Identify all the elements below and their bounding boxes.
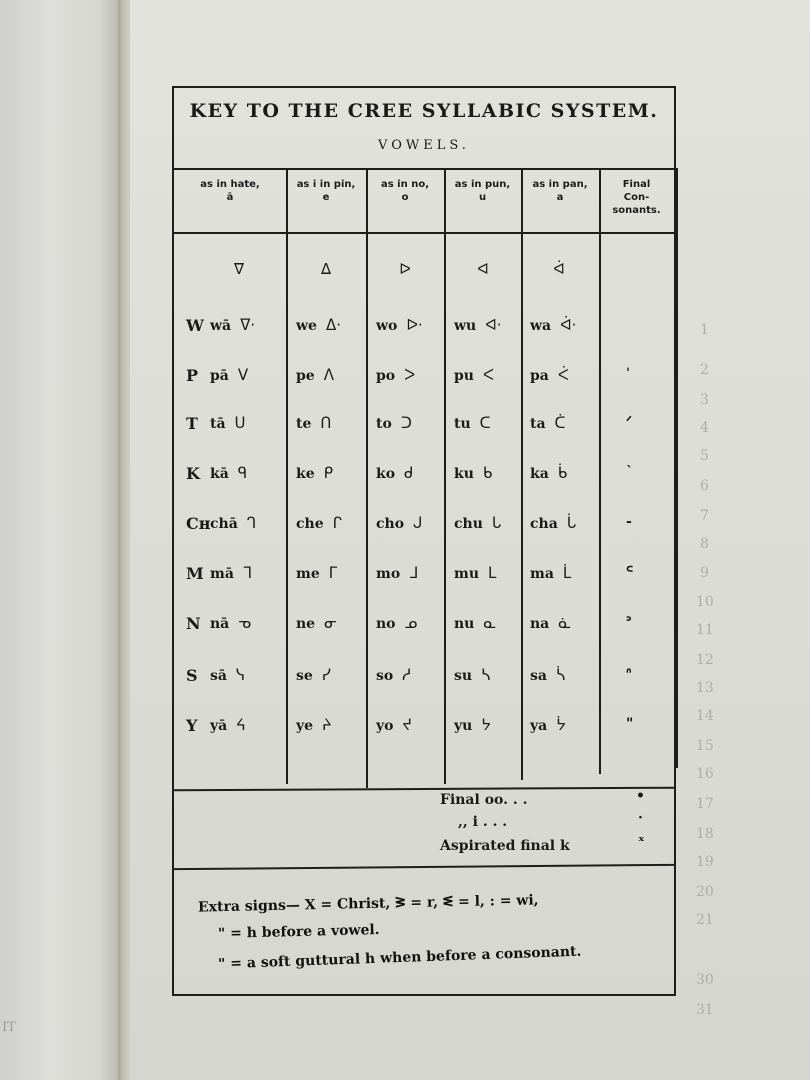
syllable-row bbox=[174, 414, 674, 454]
final-consonant-mark: ᐟ bbox=[626, 414, 632, 430]
syllable-cell bbox=[454, 564, 496, 582]
syllable-cell bbox=[210, 464, 247, 482]
syllabic-glyph: ᑎ bbox=[320, 414, 332, 432]
syllable-cell bbox=[376, 316, 423, 334]
syllabic-glyph: ᓭ bbox=[235, 666, 245, 684]
syllabic-glyph: ᑖ bbox=[554, 414, 566, 432]
syllable-row bbox=[174, 614, 674, 654]
vowel-glyph: ᐃ bbox=[320, 260, 332, 278]
syllable-romanized: mā bbox=[210, 566, 234, 582]
syllabic-glyph: ᑭ bbox=[323, 464, 334, 482]
syllable-cell bbox=[296, 614, 337, 632]
column-header-a-long: as in hate, ā bbox=[200, 179, 260, 203]
syllable-romanized: ye bbox=[296, 718, 314, 734]
final-i-label: ,, i . . . bbox=[458, 814, 508, 830]
syllabic-glyph: ᒧ bbox=[409, 564, 419, 582]
bleed-number: 15 bbox=[696, 738, 714, 754]
syllable-cell bbox=[210, 366, 248, 384]
syllable-romanized: che bbox=[296, 516, 324, 532]
syllabic-glyph: ᒥ bbox=[328, 564, 338, 582]
table-title: KEY TO THE CREE SYLLABIC SYSTEM. bbox=[189, 100, 659, 122]
bleed-number: 11 bbox=[696, 622, 714, 638]
syllable-romanized: wo bbox=[376, 318, 398, 334]
syllable-romanized: cho bbox=[376, 516, 405, 532]
final-consonant-mark: ˋ bbox=[626, 464, 633, 480]
syllable-romanized: ya bbox=[530, 718, 548, 734]
syllabic-glyph: ᐊ· bbox=[485, 316, 502, 334]
syllable-cell bbox=[530, 666, 565, 684]
bleed-number: 20 bbox=[696, 884, 714, 900]
syllabic-glyph: ᐸ bbox=[482, 366, 494, 384]
syllabic-glyph: ᐯ bbox=[237, 366, 249, 384]
syllable-cell bbox=[210, 716, 246, 734]
syllabic-glyph: ᑯ bbox=[404, 464, 414, 482]
syllabic-glyph: ᑌ bbox=[234, 414, 246, 432]
syllabic-glyph: ᒍ bbox=[413, 514, 423, 532]
syllabic-glyph: ᔦ bbox=[236, 716, 246, 734]
syllabic-glyph: ᐁ· bbox=[240, 316, 256, 334]
syllable-romanized: sā bbox=[210, 668, 227, 684]
vowel-glyph: ᐊ bbox=[477, 260, 489, 278]
syllable-romanized: nā bbox=[210, 616, 230, 632]
syllabic-glyph: ᐋ· bbox=[560, 316, 577, 334]
syllable-cell bbox=[376, 414, 412, 432]
syllable-romanized: ne bbox=[296, 616, 316, 632]
syllable-row bbox=[174, 564, 674, 604]
consonant-label: Y bbox=[186, 716, 198, 735]
syllable-cell bbox=[454, 316, 502, 334]
syllable-romanized: we bbox=[296, 318, 317, 334]
syllable-cell bbox=[210, 514, 256, 532]
syllabic-glyph: ᔭ bbox=[481, 716, 491, 734]
extra-signs-line: Extra signs— X = Christ, ᕒ = r, ᓬ = l, : = wi, bbox=[197, 892, 539, 916]
consonant-label: K bbox=[186, 464, 200, 483]
syllabic-glyph: ᓂ bbox=[324, 614, 337, 632]
syllable-cell bbox=[210, 316, 255, 334]
syllable-cell bbox=[376, 514, 422, 532]
syllabic-glyph: ᒐ bbox=[491, 514, 502, 532]
bleed-number: 4 bbox=[700, 420, 709, 436]
extra-signs-guttural-h: " = a soft guttural h when before a consonant. bbox=[217, 943, 582, 973]
final-consonant-mark: ˈ bbox=[626, 366, 630, 382]
bleed-number: 18 bbox=[696, 826, 714, 842]
bleed-number: 2 bbox=[700, 362, 709, 378]
bleed-number: 13 bbox=[696, 680, 714, 696]
syllable-romanized: me bbox=[296, 566, 320, 582]
syllabic-glyph: ᓀ bbox=[238, 614, 252, 632]
syllable-romanized: po bbox=[376, 368, 396, 384]
syllabic-glyph: ᑲ bbox=[482, 464, 493, 482]
syllable-cell bbox=[530, 564, 571, 582]
syllable-romanized: kā bbox=[210, 466, 229, 482]
final-consonant-mark: ᒼ bbox=[626, 564, 634, 580]
syllable-romanized: tā bbox=[210, 416, 226, 432]
final-oo-label: Final oo. . . bbox=[440, 792, 528, 808]
bleed-number: 6 bbox=[700, 478, 709, 494]
final-i-mark: · bbox=[638, 810, 643, 826]
syllabic-glyph: ᓈ bbox=[558, 614, 572, 632]
syllabic-glyph: ᓵ bbox=[555, 666, 565, 684]
divider bbox=[174, 787, 674, 791]
syllabic-glyph: ᑕ bbox=[479, 414, 491, 432]
syllable-row bbox=[174, 316, 674, 356]
bleed-number: 9 bbox=[700, 565, 709, 581]
syllable-cell bbox=[530, 614, 571, 632]
syllable-romanized: chu bbox=[454, 516, 483, 532]
syllable-romanized: no bbox=[376, 616, 396, 632]
syllable-romanized: ku bbox=[454, 466, 474, 482]
syllable-cell bbox=[376, 464, 413, 482]
syllable-cell bbox=[454, 666, 490, 684]
syllable-cell bbox=[296, 564, 337, 582]
bleed-number: 1 bbox=[700, 322, 709, 338]
syllable-romanized: ke bbox=[296, 466, 315, 482]
bleed-number: 17 bbox=[696, 796, 714, 812]
column-header-u: as in pun, u bbox=[454, 179, 511, 203]
bleed-number: 7 bbox=[700, 508, 709, 524]
syllable-romanized: sa bbox=[530, 668, 547, 684]
syllable-cell bbox=[210, 414, 246, 432]
syllabic-glyph: ᒫ bbox=[562, 564, 572, 582]
vowel-glyph: ᐅ bbox=[399, 260, 411, 278]
divider bbox=[174, 864, 674, 870]
syllable-cell bbox=[530, 464, 567, 482]
final-consonant-mark: ᐣ bbox=[626, 614, 632, 630]
final-consonant-mark: - bbox=[626, 514, 632, 530]
consonant-label: S bbox=[186, 666, 198, 685]
syllable-cell bbox=[210, 564, 252, 582]
syllable-cell bbox=[454, 614, 496, 632]
syllable-cell bbox=[296, 716, 331, 734]
syllable-row bbox=[174, 514, 674, 554]
syllabic-glyph: ᔨ bbox=[322, 716, 332, 734]
syllable-cell bbox=[376, 366, 415, 384]
syllabic-glyph: ᒑ bbox=[566, 514, 577, 532]
syllabic-glyph: ᐹ bbox=[557, 366, 569, 384]
column-divider bbox=[676, 168, 678, 768]
syllable-cell bbox=[530, 414, 566, 432]
syllable-row bbox=[174, 366, 674, 406]
consonant-label: M bbox=[186, 564, 204, 583]
syllabic-glyph: ᑐ bbox=[400, 414, 412, 432]
syllable-cell bbox=[210, 614, 251, 632]
column-header-e: as i in pin, e bbox=[296, 179, 356, 203]
final-consonant-mark: " bbox=[626, 716, 634, 732]
syllable-romanized: te bbox=[296, 416, 312, 432]
aspirated-final-k-label: Aspirated final k bbox=[440, 838, 570, 854]
syllabic-key-table bbox=[172, 86, 676, 996]
bleed-number: 10 bbox=[696, 594, 714, 610]
syllable-romanized: wā bbox=[210, 318, 232, 334]
final-consonant-mark: ᐢ bbox=[626, 666, 632, 682]
syllable-romanized: pā bbox=[210, 368, 229, 384]
bleed-number: 30 bbox=[696, 972, 714, 988]
syllable-romanized: se bbox=[296, 668, 313, 684]
column-header-final-consonants: Final Con- sonants. bbox=[612, 179, 661, 216]
syllable-romanized: nu bbox=[454, 616, 475, 632]
syllable-romanized: yu bbox=[454, 718, 473, 734]
bleed-number: 16 bbox=[696, 766, 714, 782]
syllable-romanized: na bbox=[530, 616, 550, 632]
consonant-label: T bbox=[186, 414, 198, 433]
bleed-number: 21 bbox=[696, 912, 714, 928]
syllable-cell bbox=[454, 414, 491, 432]
consonant-label: Cʜ bbox=[186, 514, 211, 533]
syllabic-glyph: ᓄ bbox=[404, 614, 418, 632]
syllabic-glyph: ᓴ bbox=[481, 666, 491, 684]
syllable-cell bbox=[296, 666, 331, 684]
syllable-romanized: ko bbox=[376, 466, 396, 482]
syllable-romanized: pe bbox=[296, 368, 315, 384]
final-oo-mark: • bbox=[636, 788, 645, 804]
syllable-cell bbox=[454, 464, 492, 482]
syllable-cell bbox=[454, 716, 491, 734]
syllable-cell bbox=[296, 464, 333, 482]
facing-page-fragment: IT bbox=[2, 1020, 16, 1035]
syllable-romanized: to bbox=[376, 416, 392, 432]
syllabic-glyph: ᓇ bbox=[483, 614, 497, 632]
syllable-romanized: yo bbox=[376, 718, 394, 734]
bleed-number: 8 bbox=[700, 536, 709, 552]
syllabic-glyph: ᓱ bbox=[402, 666, 412, 684]
facing-page bbox=[0, 0, 118, 1080]
syllable-cell bbox=[376, 614, 417, 632]
bleed-number: 12 bbox=[696, 652, 714, 668]
syllable-romanized: wa bbox=[530, 318, 552, 334]
syllable-cell bbox=[530, 316, 576, 334]
syllable-cell bbox=[530, 514, 576, 532]
syllable-romanized: cha bbox=[530, 516, 558, 532]
syllable-romanized: mo bbox=[376, 566, 401, 582]
syllabic-glyph: ᐃ· bbox=[325, 316, 341, 334]
syllabic-glyph: ᐳ bbox=[404, 366, 416, 384]
column-header-a: as in pan, a bbox=[532, 179, 588, 203]
syllable-romanized: chā bbox=[210, 516, 238, 532]
syllable-romanized: ma bbox=[530, 566, 554, 582]
syllabic-glyph: ᒪ bbox=[488, 564, 497, 582]
vowel-glyph: ᐋ bbox=[553, 260, 565, 278]
syllable-romanized: tu bbox=[454, 416, 471, 432]
syllable-romanized: wu bbox=[454, 318, 477, 334]
aspirated-final-k-mark: ˣ bbox=[638, 834, 645, 850]
syllable-romanized: so bbox=[376, 668, 394, 684]
syllabic-glyph: ᐱ bbox=[323, 366, 334, 384]
consonant-label: W bbox=[186, 316, 204, 335]
syllabic-glyph: ᓯ bbox=[321, 666, 331, 684]
syllable-cell bbox=[296, 414, 331, 432]
syllable-romanized: pa bbox=[530, 368, 549, 384]
syllable-row bbox=[174, 464, 674, 504]
syllable-cell bbox=[530, 366, 569, 384]
consonant-label: N bbox=[186, 614, 201, 633]
extra-signs-h-vowel: " = h before a vowel. bbox=[217, 922, 380, 942]
bleed-number: 3 bbox=[700, 392, 709, 408]
syllable-cell bbox=[296, 316, 341, 334]
syllabic-glyph: ᐅ· bbox=[406, 316, 423, 334]
syllable-cell bbox=[376, 716, 412, 734]
bleed-number: 5 bbox=[700, 448, 709, 464]
syllabic-glyph: ᒉ bbox=[246, 514, 257, 532]
syllabic-glyph: ᒋ bbox=[332, 514, 343, 532]
syllable-cell bbox=[454, 514, 501, 532]
syllable-cell bbox=[530, 716, 566, 734]
syllable-romanized: mu bbox=[454, 566, 479, 582]
syllable-cell bbox=[296, 514, 342, 532]
syllable-romanized: ta bbox=[530, 416, 546, 432]
syllabic-glyph: ᑳ bbox=[557, 464, 568, 482]
syllable-cell bbox=[296, 366, 334, 384]
syllable-cell bbox=[454, 366, 494, 384]
column-header-o: as in no, o bbox=[381, 179, 429, 203]
syllable-romanized: pu bbox=[454, 368, 474, 384]
bleed-number: 14 bbox=[696, 708, 714, 724]
bleed-number: 31 bbox=[696, 1002, 714, 1018]
vowel-glyph: ᐁ bbox=[233, 260, 245, 278]
syllabic-glyph: ᑫ bbox=[237, 464, 248, 482]
syllable-romanized: yā bbox=[210, 718, 228, 734]
table-subtitle: VOWELS. bbox=[378, 138, 470, 153]
syllable-row bbox=[174, 666, 674, 706]
syllabic-glyph: ᔪ bbox=[402, 716, 412, 734]
syllable-cell bbox=[376, 666, 411, 684]
syllable-row bbox=[174, 716, 674, 756]
syllable-cell bbox=[210, 666, 245, 684]
syllabic-glyph: ᔮ bbox=[556, 716, 566, 734]
book-gutter bbox=[118, 0, 130, 1080]
syllable-cell bbox=[376, 564, 418, 582]
syllable-romanized: su bbox=[454, 668, 473, 684]
syllable-romanized: ka bbox=[530, 466, 549, 482]
consonant-label: P bbox=[186, 366, 199, 385]
syllabic-glyph: ᒣ bbox=[242, 564, 253, 582]
bleed-number: 19 bbox=[696, 854, 714, 870]
